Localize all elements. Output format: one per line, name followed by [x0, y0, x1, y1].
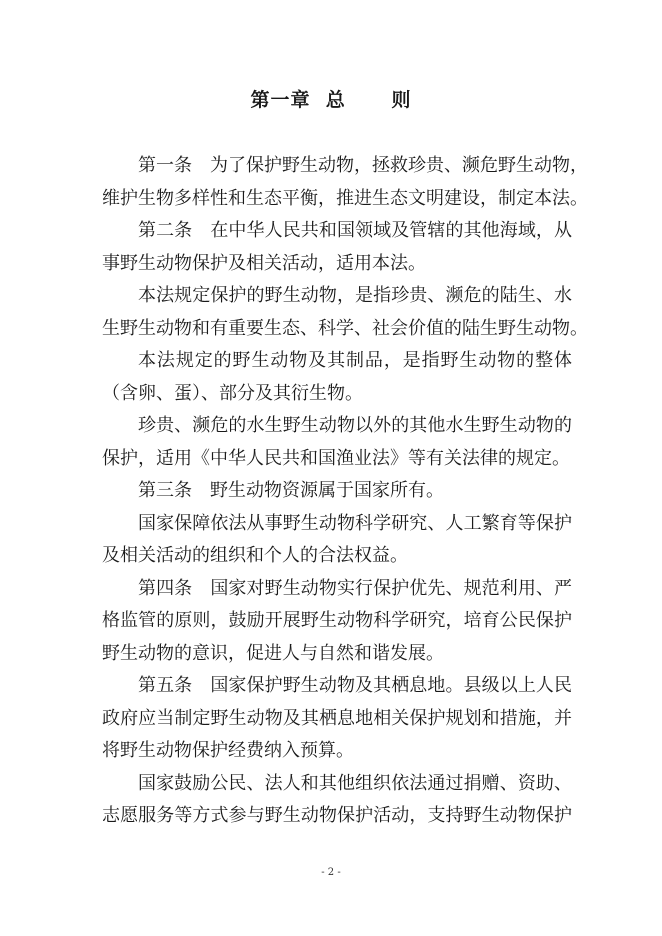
- text-line: 第一条 为了保护野生动物，拯救珍贵、濒危野生动物，: [138, 155, 588, 176]
- text-line: 及相关活动的组织和个人的合法权益。: [102, 545, 408, 566]
- text-line: 野生动物的意识，促进人与自然和谐发展。: [102, 642, 444, 664]
- paragraph-article-2-aquatic: [102, 410, 572, 475]
- paragraph-article-5-encouragement: [102, 768, 572, 833]
- text-line: 格监管的原则，鼓励开展野生动物科学研究，培育公民保护: [102, 610, 572, 631]
- text-line: 第五条 国家保护野生动物及其栖息地。县级以上人民: [138, 675, 572, 696]
- text-line: 国家鼓励公民、法人和其他组织依法通过捐赠、资助、: [138, 772, 572, 794]
- text-line: 第四条 国家对野生动物实行保护优先、规范利用、严: [138, 577, 572, 599]
- text-line: 保护，适用《中华人民共和国渔业法》等有关法律的规定。: [102, 447, 570, 469]
- text-line: （含卵、蛋）、部分及其衍生物。: [102, 382, 363, 404]
- text-line: 生野生动物和有重要生态、科学、社会价值的陆生野生动物。: [102, 317, 588, 339]
- text-line: 本法规定的野生动物及其制品，是指野生动物的整体: [138, 350, 572, 371]
- text-line: 将野生动物保护经费纳入预算。: [102, 740, 354, 761]
- paragraph-article-3-rights: [102, 508, 572, 573]
- paragraph-article-1: [102, 150, 588, 215]
- paragraph-article-4: [102, 573, 572, 671]
- paragraph-article-2-scope: [102, 280, 588, 345]
- paragraph-article-2-products: [102, 345, 572, 410]
- document-body: [102, 150, 588, 833]
- text-line: 第三条 野生动物资源属于国家所有。: [138, 480, 444, 501]
- text-line: 事野生动物保护及相关活动，适用本法。: [102, 252, 426, 274]
- text-line: 珍贵、濒危的水生野生动物以外的其他水生野生动物的: [138, 415, 572, 436]
- paragraph-article-2: [102, 215, 572, 280]
- text-line: 维护生物多样性和生态平衡，推进生态文明建设，制定本法。: [102, 187, 588, 209]
- chapter-title: 第一章 总 则: [250, 89, 412, 111]
- text-line: 国家保障依法从事野生动物科学研究、人工繁育等保护: [138, 512, 572, 534]
- text-line: 第二条 在中华人民共和国领域及管辖的其他海域，从: [138, 220, 572, 241]
- text-line: 政府应当制定野生动物及其栖息地相关保护规划和措施，并: [102, 707, 572, 729]
- text-line: 志愿服务等方式参与野生动物保护活动，支持野生动物保护: [102, 805, 572, 826]
- text-line: 本法规定保护的野生动物，是指珍贵、濒危的陆生、水: [138, 285, 572, 306]
- paragraph-article-5: [102, 670, 572, 768]
- page-number: - 2 -: [321, 867, 341, 878]
- paragraph-article-3: [102, 475, 572, 508]
